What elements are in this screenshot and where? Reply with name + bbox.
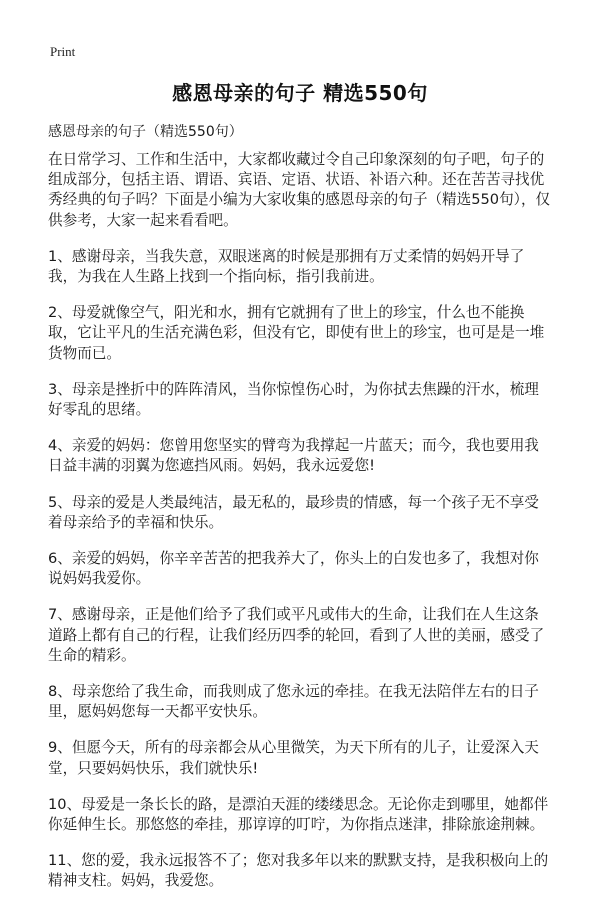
list-item: 9、但愿今天，所有的母亲都会从心里微笑，为天下所有的儿子，让爱深入天堂，只要妈妈快乐，我们就快乐! bbox=[48, 739, 539, 777]
intro-paragraph: 在日常学习、工作和生活中，大家都收藏过令自己印象深刻的句子吧，句子的组成部分，包括主语、谓语、宾语、定语、状语、补语六种。还在苦苦寻找优秀经典的句子吗？下面是小编为大家收集的感恩母亲的句子（精选550句），仅供参考，大家一起来看看吧。 bbox=[48, 151, 551, 229]
list-item: 10、母爱是一条长长的路，是漂泊天涯的缕缕思念。无论你走到哪里，她都伴你延伸生长。那悠悠的牵挂，那谆谆的叮咛，为你指点迷津，排除旅途荆棘。 bbox=[48, 795, 549, 834]
list-item: 3、母亲是挫折中的阵阵清风，当你惊惶伤心时，为你拭去焦躁的汗水，梳理好零乱的思绪。 bbox=[48, 380, 539, 419]
list-item: 5、母亲的爱是人类最纯洁，最无私的，最珍贵的情感，每一个孩子无不享受着母亲给予的幸福和快乐。 bbox=[48, 493, 539, 531]
document-body bbox=[48, 150, 553, 908]
list-item: 11、您的爱，我永远报答不了；您对我多年以来的默默支持，是我积极向上的精神支柱。妈妈，我爱您。 bbox=[48, 852, 549, 890]
print-link[interactable]: Print bbox=[50, 44, 76, 59]
list-item: 1、感谢母亲，当我失意，双眼迷离的时候是那拥有万丈柔情的妈妈开导了我，为我在人生路上找到一个指向标，指引我前进。 bbox=[48, 247, 525, 286]
list-item: 6、亲爱的妈妈，你辛辛苦苦的把我养大了，你头上的白发也多了，我想对你说妈妈我爱你。 bbox=[48, 550, 539, 588]
list-item: 7、感谢母亲，正是他们给予了我们或平凡或伟大的生命，让我们在人生这条道路上都有自己的行程，让我们经历四季的轮回，看到了人世的美丽，感受了生命的精彩。 bbox=[48, 606, 545, 664]
list-item: 2、母爱就像空气，阳光和水，拥有它就拥有了世上的珍宝，什么也不能换取，它让平凡的生活充满色彩，但没有它，即使有世上的珍宝，也可是是一堆货物而已。 bbox=[48, 304, 545, 362]
document-title: 感恩母亲的句子 精选550句 bbox=[172, 81, 428, 105]
list-item: 8、母亲您给了我生命，而我则成了您永远的牵挂。在我无法陪伴左右的日子里，愿妈妈您每一天都平安快乐。 bbox=[48, 683, 539, 721]
document-subtitle: 感恩母亲的句子（精选550句） bbox=[48, 124, 243, 140]
list-item: 4、亲爱的妈妈：您曾用您坚实的臂弯为我撑起一片蓝天；而今，我也要用我日益丰满的羽翼为您遮挡风雨。妈妈，我永远爱您! bbox=[48, 437, 539, 475]
